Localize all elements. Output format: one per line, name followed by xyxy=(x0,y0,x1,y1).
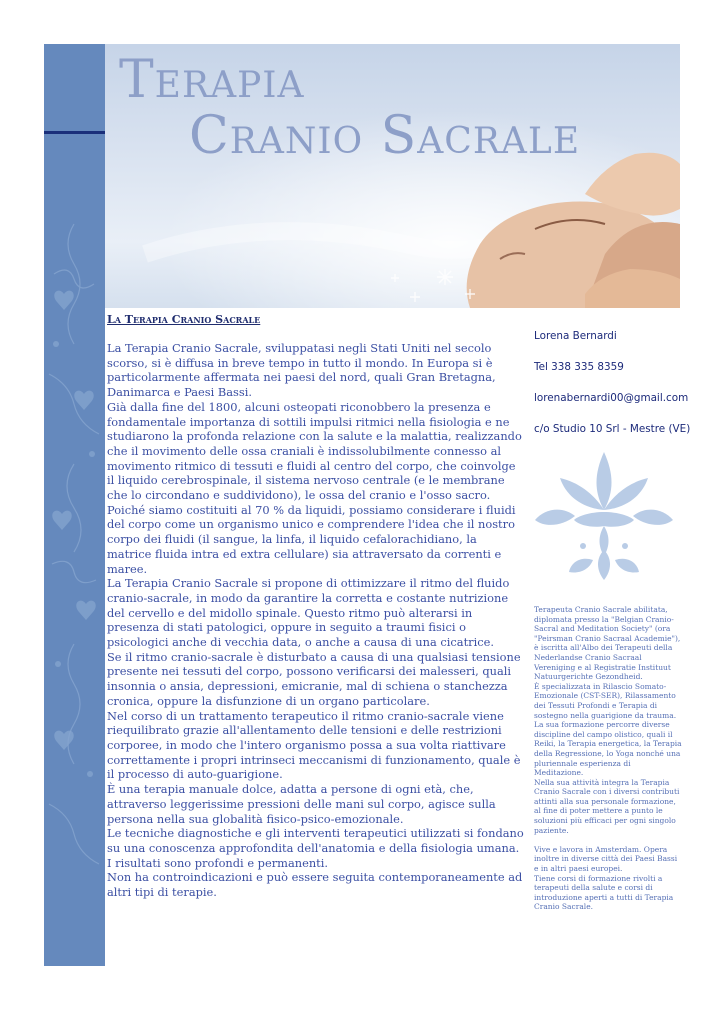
body-paragraph: I risultati sono profondi e permanenti. xyxy=(107,855,329,870)
therapist-bio xyxy=(534,605,682,912)
body-paragraph: È una terapia manuale dolce, adatta a persone di ogni età, che, attraverso leggerissime pressioni delle mani sul corpo, agisce sulla persona nella sua globalità fisico-psico-emozionale. xyxy=(107,782,496,826)
contact-address: c/o Studio 10 Srl - Mestre (VE) xyxy=(534,423,691,435)
article-body xyxy=(107,341,524,900)
body-paragraph: La Terapia Cranio Sacrale si propone di ottimizzare il ritmo del fluido cranio-sacrale, in modo da garantire la corretta e costante nutrizione del cervello e del midollo spinale. Questo ritmo può alterarsi in presenza di stati patologici, oppure in seguito a traumi fisici o psicologici anche di vecchia data, o anche a causa di una cicatrice. xyxy=(107,576,510,650)
banner-title xyxy=(119,50,581,166)
bio-paragraph: Tiene corsi di formazione rivolti a terapeuti della salute e corsi di introduzione aperti a tutti di Terapia Cranio Sacrale. xyxy=(534,873,674,912)
decorative-sidebar xyxy=(44,44,105,966)
body-paragraph: La Terapia Cranio Sacrale, sviluppatasi negli Stati Uniti nel secolo scorso, si è diffusa in breve tempo in tutto il mondo. In Europa si è particolarmente affermata nei paesi del nord, quali Gran Bretagna, Danimarca e Paesi Bassi. xyxy=(107,341,496,400)
floral-ornament-icon xyxy=(533,450,675,594)
body-paragraph: Le tecniche diagnostiche e gli interventi terapeutici utilizzati si fondano su una conoscenza approfondita dell'anatomia e della fisiologia umana. xyxy=(107,826,524,855)
floral-pattern-icon xyxy=(44,44,105,966)
bio-paragraph: È specializzata in Rilascio Somato-Emozionale (CST-SER), Rilassamento dei Tessuti Profondi e Terapia di sostegno nella guarigione da trauma. xyxy=(534,681,677,720)
bio-paragraph: La sua formazione percorre diverse discipline del campo olistico, quali il Reiki, la Terapia energetica, la Terapia della Regressione, lo Yoga nonché una pluriennale esperienza di Meditazione. xyxy=(534,720,682,778)
contact-block xyxy=(534,330,714,454)
bio-spacer xyxy=(534,835,682,845)
bio-paragraph: Nella sua attività integra la Terapia Cranio Sacrale con i diversi contributi attinti alla sua personale formazione, al fine di poter mettere a punto le soluzioni più efficaci per ogni singolo paziente. xyxy=(534,777,680,835)
contact-name: Lorena Bernardi xyxy=(534,330,617,342)
contact-email[interactable]: lorenabernardi00@gmail.com xyxy=(534,392,689,404)
body-paragraph: Se il ritmo cranio-sacrale è disturbato a causa di una qualsiasi tensione presente nei tessuti del corpo, possono verificarsi dei malesseri, quali insonnia o ansia, depressioni, emicranie, mal di schiena o stanchezza cronica, oppure la disfunzione di un organo particolare. xyxy=(107,649,521,708)
contact-phone[interactable]: Tel 338 335 8359 xyxy=(534,361,624,373)
header-banner xyxy=(105,44,680,308)
body-paragraph: Nel corso di un trattamento terapeutico il ritmo cranio-sacrale viene riequilibrato grazie all'allentamento delle tensioni e delle restrizioni corporee, in modo che l'intero organismo possa a sua volta riattivare correttamente i propri intrinseci meccanismi di funzionamento, quale è il processo di auto-guarigione. xyxy=(107,708,521,782)
bio-paragraph: Terapeuta Cranio Sacrale abilitata, diplomata presso la "Belgian Cranio-Sacral and Meditation Society" (ora "Peirsman Cranio Sacraal Academie"), è iscritta all'Albo dei Terapeuti della Nederlandse Cranio Sacraal Vereniging e al Registratie Instituut Natuurgerichte Gezondheid. xyxy=(534,605,681,682)
sidebar-rule xyxy=(44,131,105,134)
section-title: La Terapia Cranio Sacrale xyxy=(107,313,261,326)
body-paragraph: Già dalla fine del 1800, alcuni osteopati riconobbero la presenza e fondamentale importanza di sottili impulsi ritmici nella fisiologia e ne studiarono la profonda relazione con la salute e la malattia, realizzando che il movimento delle ossa craniali è indissolubilmente connesso al movimento ritmico di tessuti e fluidi al centro del corpo, che coinvolge il liquido cerebrospinale, il sistema nervoso centrale (e le membrane che lo circondano e suddividono), le ossa del cranio e l'osso sacro. xyxy=(107,399,522,503)
body-paragraph: Non ha controindicazioni e può essere seguita contemporaneamente ad altri tipi di terapie. xyxy=(107,870,523,900)
bio-paragraph: Vive e lavora in Amsterdam. Opera inoltre in diverse città dei Paesi Bassi e in altri paesi europei. xyxy=(534,844,678,874)
body-paragraph: Poiché siamo costituiti al 70 % da liquidi, possiamo considerare i fluidi del corpo come un organismo unico e comprendere l'idea che il nostro corpo dei fluidi (il sangue, la linfa, il liquido cefalorachidiano, la matrice fluida intra ed extra cellulare) sia attraversato da correnti e maree. xyxy=(107,502,516,576)
banner-title-line1: Terapia xyxy=(119,50,305,110)
banner-title-line2: Cranio Sacrale xyxy=(189,106,581,166)
